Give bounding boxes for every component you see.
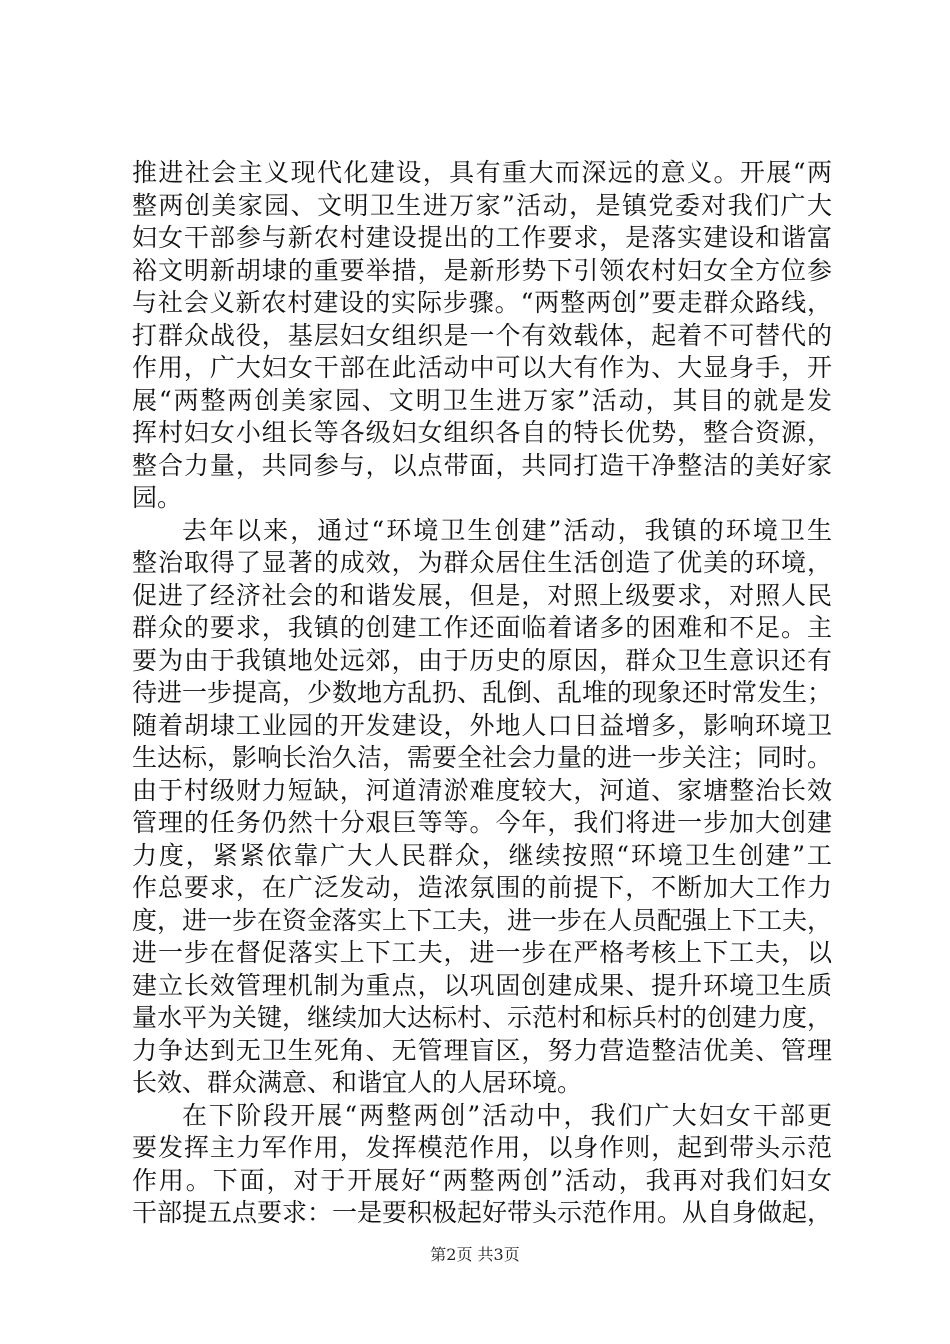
text-line: 进一步在督促落实上下工夫，进一步在严格考核上下工夫，以 bbox=[132, 938, 832, 967]
text-line: 促进了经济社会的和谐发展，但是，对照上级要求，对照人民 bbox=[132, 580, 832, 610]
text-line: 管理的任务仍然十分艰巨等等。今年，我们将进一步加大创建 bbox=[132, 808, 832, 837]
text-line: 度，进一步在资金落实上下工夫，进一步在人员配强上下工夫， bbox=[132, 905, 833, 935]
text-line: 在下阶段开展“两整两创”活动中，我们广大妇女干部更 bbox=[182, 1100, 832, 1130]
text-line: 干部提五点要求：一是要积极起好带头示范作用。从自身做起， bbox=[132, 1198, 833, 1227]
text-line: 打群众战役，基层妇女组织是一个有效载体，起着不可替代的 bbox=[132, 320, 832, 350]
text-line: 整两创美家园、文明卫生进万家”活动，是镇党委对我们广大 bbox=[132, 190, 832, 220]
text-line: 去年以来，通过“环境卫生创建”活动，我镇的环境卫生 bbox=[182, 515, 832, 545]
text-line: 推进社会主义现代化建设，具有重大而深远的意义。开展“两 bbox=[132, 158, 832, 187]
text-line: 由于村级财力短缺，河道清淤难度较大，河道、家塘整治长效 bbox=[132, 775, 832, 805]
text-line: 力争达到无卫生死角、无管理盲区，努力营造整洁优美、管理 bbox=[132, 1035, 832, 1065]
text-line: 群众的要求，我镇的创建工作还面临着诸多的困难和不足。主 bbox=[132, 613, 832, 642]
text-line: 挥村妇女小组长等各级妇女组织各自的特长优势，整合资源， bbox=[132, 418, 832, 447]
text-line: 作总要求，在广泛发动，造浓氛围的前提下，不断加大工作力 bbox=[132, 873, 832, 902]
paragraph bbox=[132, 157, 832, 515]
page-footer: 第2页 共3页 bbox=[430, 1245, 520, 1264]
text-line: 园。 bbox=[132, 483, 183, 512]
text-line: 整治取得了显著的成效，为群众居住生活创造了优美的环境， bbox=[132, 548, 832, 577]
text-line: 展“两整两创美家园、文明卫生进万家”活动，其目的就是发 bbox=[132, 385, 832, 415]
text-line: 随着胡埭工业园的开发建设，外地人口日益增多，影响环境卫 bbox=[132, 710, 832, 740]
text-line: 与社会义新农村建设的实际步骤。“两整两创”要走群众路线， bbox=[132, 288, 832, 317]
text-line: 力度，紧紧依靠广大人民群众，继续按照“环境卫生创建”工 bbox=[132, 840, 832, 870]
text-line: 量水平为关键，继续加大达标村、示范村和标兵村的创建力度， bbox=[132, 1003, 833, 1032]
text-line: 建立长效管理机制为重点，以巩固创建成果、提升环境卫生质 bbox=[132, 970, 832, 1000]
text-line: 妇女干部参与新农村建设提出的工作要求，是落实建设和谐富 bbox=[132, 223, 832, 252]
text-line: 要发挥主力军作用，发挥模范作用，以身作则，起到带头示范 bbox=[132, 1133, 832, 1162]
document-body bbox=[132, 157, 832, 1230]
text-line: 作用。下面，对于开展好“两整两创”活动，我再对我们妇女 bbox=[132, 1165, 832, 1195]
text-line: 生达标，影响长治久洁，需要全社会力量的进一步关注；同时。 bbox=[132, 743, 833, 772]
text-line: 待进一步提高，少数地方乱扔、乱倒、乱堆的现象还时常发生； bbox=[132, 678, 833, 707]
text-line: 要为由于我镇地处远郊，由于历史的原因，群众卫生意识还有 bbox=[132, 645, 832, 675]
text-line: 长效、群众满意、和谐宜人的人居环境。 bbox=[132, 1068, 583, 1097]
text-line: 整合力量，共同参与，以点带面，共同打造干净整洁的美好家 bbox=[132, 450, 832, 480]
text-line: 裕文明新胡埭的重要举措，是新形势下引领农村妇女全方位参 bbox=[132, 255, 832, 285]
paragraph bbox=[132, 515, 832, 1100]
text-line: 作用，广大妇女干部在此活动中可以大有作为、大显身手，开 bbox=[132, 353, 832, 382]
paragraph bbox=[132, 1100, 832, 1230]
